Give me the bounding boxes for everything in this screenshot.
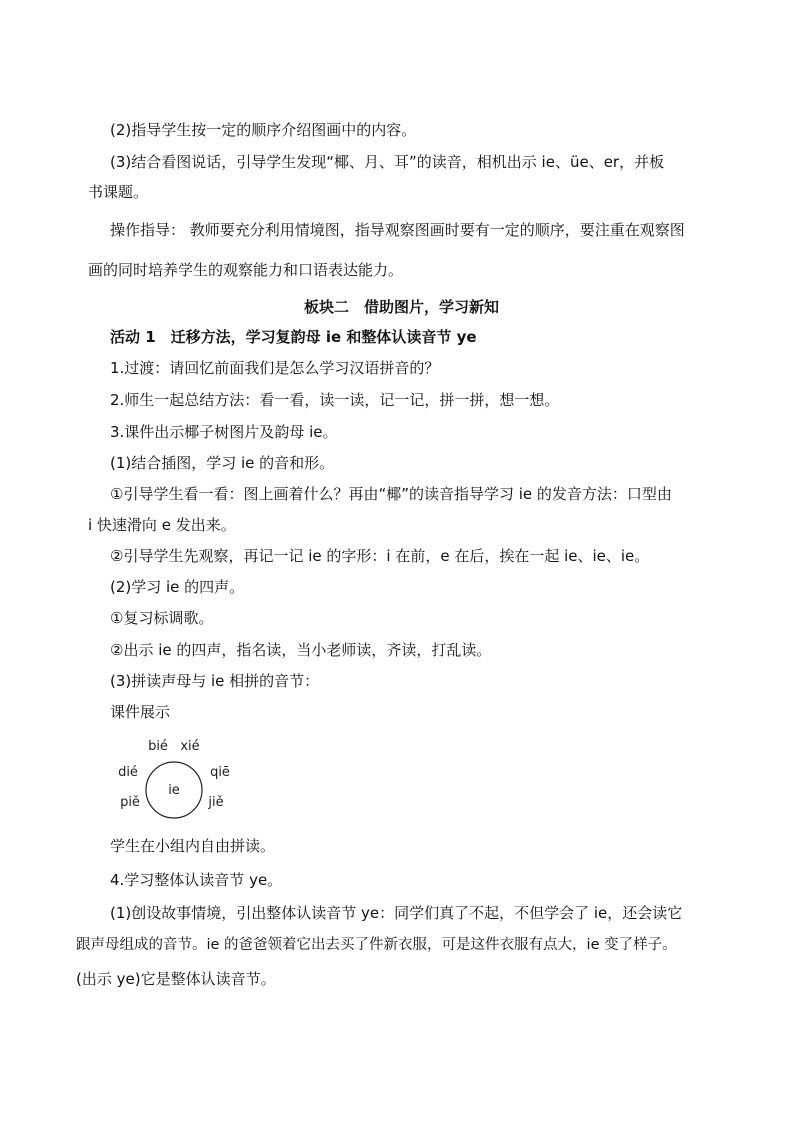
syllable-circle-diagram	[110, 738, 240, 813]
paragraph-line: (1)创设故事情境，引出整体认读音节 ye：同学们真了不起，不但学会了 ie，还会读它	[110, 904, 683, 922]
syllable-label: dié	[118, 765, 138, 780]
center-final: ie	[168, 783, 180, 798]
syllable-label: jiě	[208, 795, 224, 810]
syllable-label: piě	[120, 795, 140, 810]
paragraph-line: ②引导学生先观察，再记一记 ie 的字形：i 在前，e 在后，挨在一起 ie、ie、ie。	[110, 547, 650, 565]
paragraph-line: ①复习标调歌。	[110, 609, 214, 627]
syllable-label: xié	[180, 739, 200, 754]
paragraph-line: (3)拼读声母与 ie 相拼的音节：	[110, 672, 320, 690]
paragraph-line: 跟声母组成的音节。ie 的爸爸领着它出去买了件新衣服，可是这件衣服有点大，ie 变了样子。	[76, 937, 677, 953]
syllable-label: bié	[148, 739, 168, 754]
paragraph-line: (2)指导学生按一定的顺序介绍图画中的内容。	[110, 121, 417, 139]
operation-guide-line: 画的同时培养学生的观察能力和口语表达能力。	[88, 261, 404, 279]
syllable-circle-svg	[110, 738, 240, 813]
paragraph-line: (1)结合插图，学习 ie 的音和形。	[110, 454, 335, 472]
paragraph-line: ②出示 ie 的四声，指名读，当小老师读，齐读，打乱读。	[110, 641, 492, 659]
paragraph-line: i 快速滑向 e 发出来。	[88, 516, 236, 534]
paragraph-line: 2.师生一起总结方法：看一看，读一读，记一记，拼一拼，想一想。	[110, 391, 560, 409]
paragraph-line: (3)结合看图说话，引导学生发现“椰、月、耳”的读音，相机出示 ie、üe、er，并板	[110, 153, 665, 171]
paragraph-line: 学生在小组内自由拼读。	[110, 837, 276, 855]
syllable-label: qiē	[210, 765, 230, 780]
paragraph-line: (2)学习 ie 的四声。	[110, 578, 245, 596]
paragraph-line: 书课题。	[88, 183, 149, 201]
paragraph-line: 1.过渡：请回忆前面我们是怎么学习汉语拼音的？	[110, 359, 440, 377]
section-heading: 板块二 借助图片，学习新知	[304, 298, 500, 316]
paragraph-line: ①引导学生看一看：图上画着什么？再由“椰”的读音指导学习 ie 的发音方法：口型由	[110, 485, 672, 503]
paragraph-line: 课件展示	[110, 703, 171, 721]
paragraph-line: (出示 ye)它是整体认读音节。	[76, 970, 276, 988]
paragraph-line: 4.学习整体认读音节 ye。	[110, 871, 283, 889]
paragraph-line: 3.课件出示椰子树图片及韵母 ie。	[110, 423, 338, 441]
operation-guide-line: 操作指导： 教师要充分利用情境图，指导观察图画时要有一定的顺序，要注重在观察图	[110, 221, 685, 239]
activity-heading: 活动 1 迁移方法，学习复韵母 ie 和整体认读音节 ye	[110, 328, 477, 346]
